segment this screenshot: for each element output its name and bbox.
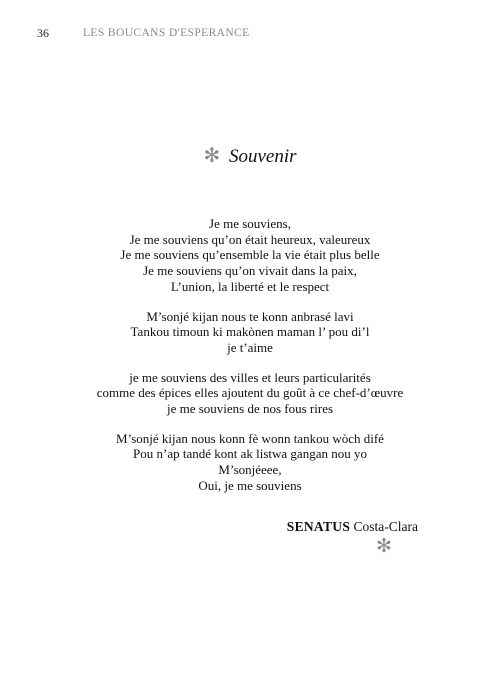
poem-line: Oui, je me souviens	[198, 477, 302, 493]
stanza	[0, 370, 500, 417]
running-header: LES BOUCANS D'ESPERANCE	[83, 27, 250, 39]
poem-line: Je me souviens qu’on vivait dans la paix,	[143, 263, 357, 279]
asterisk-ornament-icon: ✻	[203, 145, 221, 167]
stanza	[0, 216, 500, 295]
author-surname: SENATUS	[286, 519, 351, 534]
poem-line: je me souviens de nos fous rires	[166, 401, 334, 417]
poem-line: M’sonjé kijan nous konn fè wonn tankou wòch difé	[116, 430, 384, 446]
poem-line: Tankou timoun ki makònen maman l’ pou di’l	[130, 324, 370, 340]
poem-line: Je me souviens qu’ensemble la vie était plus belle	[120, 247, 380, 263]
poem-line: Je me souviens qu’on était heureux, valeureux	[129, 231, 371, 247]
poem-line: Pou n’ap tandé kont ak listwa gangan nou yo	[133, 446, 367, 462]
poem-line: je me souviens des villes et leurs particularités	[129, 369, 371, 385]
author-given-name: Costa-Clara	[353, 519, 418, 534]
poem-title	[0, 144, 500, 169]
poem-line: M’sonjé kijan nous te konn anbrasé lavi	[146, 308, 354, 324]
stanza	[0, 309, 500, 356]
poem-line: L’union, la liberté et le respect	[170, 278, 330, 294]
poem-title-text: Souvenir	[228, 146, 297, 167]
end-ornament-icon: ✻	[376, 536, 392, 557]
poem-line: M’sonjéeee,	[218, 462, 282, 478]
page-number: 36	[37, 26, 49, 40]
stanza	[0, 431, 500, 494]
author-signature	[287, 519, 418, 535]
poem-body	[0, 216, 500, 508]
poem-line: je t’aime	[227, 339, 273, 355]
poem-line: comme des épices elles ajoutent du goût à ce chef-d’œuvre	[96, 385, 404, 401]
poem-line: Je me souviens,	[209, 216, 291, 231]
